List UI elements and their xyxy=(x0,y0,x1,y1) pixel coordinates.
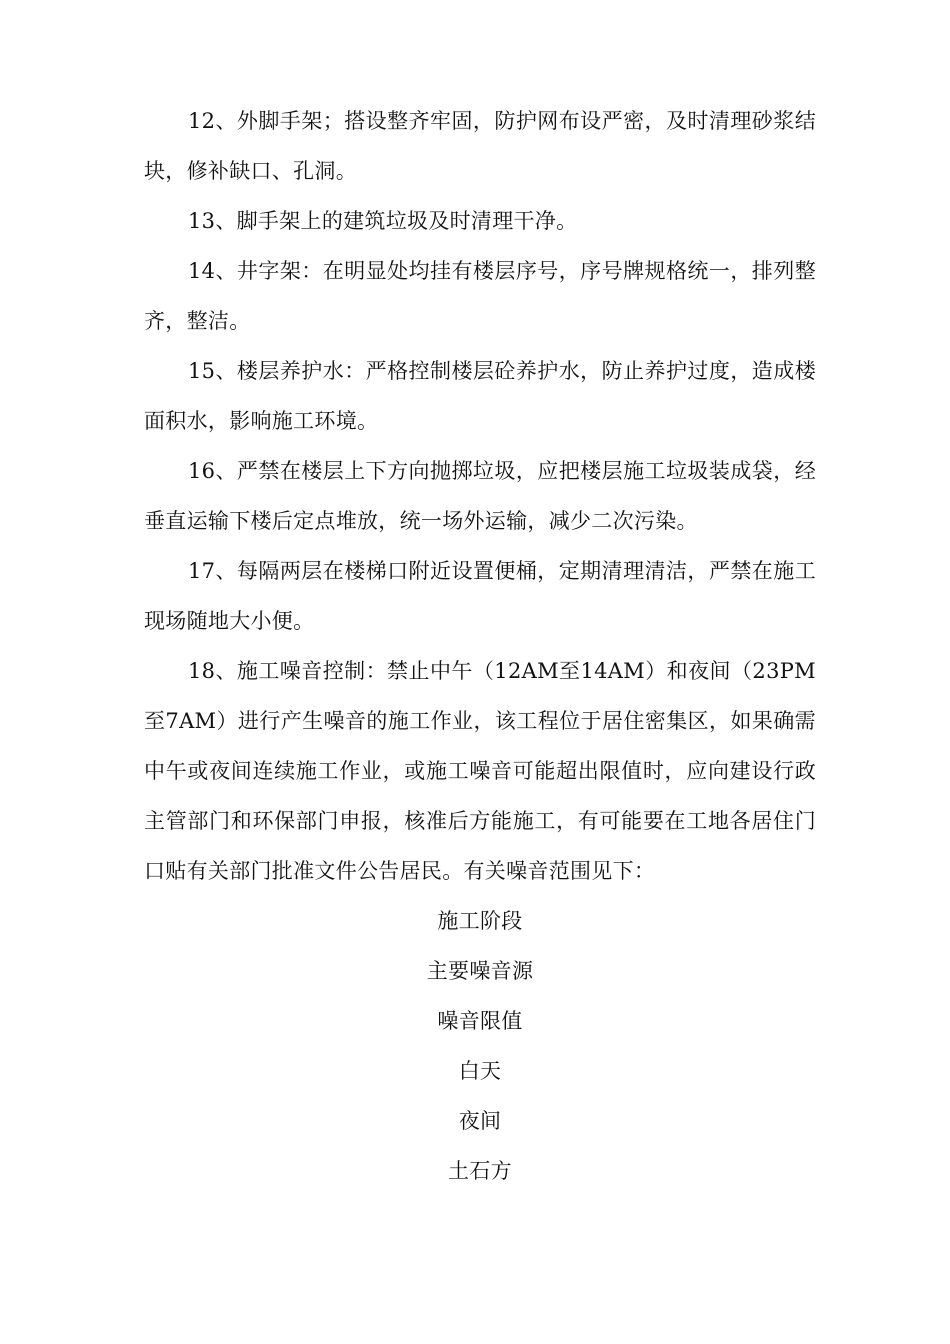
paragraph-18: 18、施工噪音控制：禁止中午（12AM至14AM）和夜间（23PM至7AM）进行产生噪音的施工作业，该工程位于居住密集区，如果确需中午或夜间连续施工作业，或施工噪音可能超出限值时，应向建设行政主管部门和环保部门申报，核准后方能施工，有可能要在工地各居住门口贴有关部门批准文件公告居民。有关噪音范围见下： xyxy=(144,659,816,883)
paragraph-14: 14、井字架：在明显处均挂有楼层序号，序号牌规格统一，排列整齐，整洁。 xyxy=(144,259,816,333)
paragraph-16: 16、严禁在楼层上下方向抛掷垃圾，应把楼层施工垃圾装成袋，经垂直运输下楼后定点堆放，统一场外运输，减少二次污染。 xyxy=(144,459,816,533)
table-heading-daytime: 白天 xyxy=(458,1059,502,1083)
paragraph-17: 17、每隔两层在楼梯口附近设置便桶，定期清理清洁，严禁在施工现场随地大小便。 xyxy=(144,559,816,633)
document-body xyxy=(144,96,816,1196)
noise-table-headings xyxy=(144,896,816,1196)
paragraph-15: 15、楼层养护水：严格控制楼层砼养护水，防止养护过度，造成楼面积水，影响施工环境。 xyxy=(144,359,816,433)
table-heading-construction-stage: 施工阶段 xyxy=(437,909,523,933)
table-heading-night: 夜间 xyxy=(458,1109,502,1133)
table-heading-noise-limit: 噪音限值 xyxy=(437,1009,523,1033)
table-heading-main-noise-source: 主要噪音源 xyxy=(426,959,534,983)
paragraph-12: 12、外脚手架；搭设整齐牢固，防护网布设严密，及时清理砂浆结块，修补缺口、孔洞。 xyxy=(144,109,816,183)
table-cell-earthwork: 土石方 xyxy=(448,1159,512,1183)
paragraph-13: 13、脚手架上的建筑垃圾及时清理干净。 xyxy=(188,209,578,233)
